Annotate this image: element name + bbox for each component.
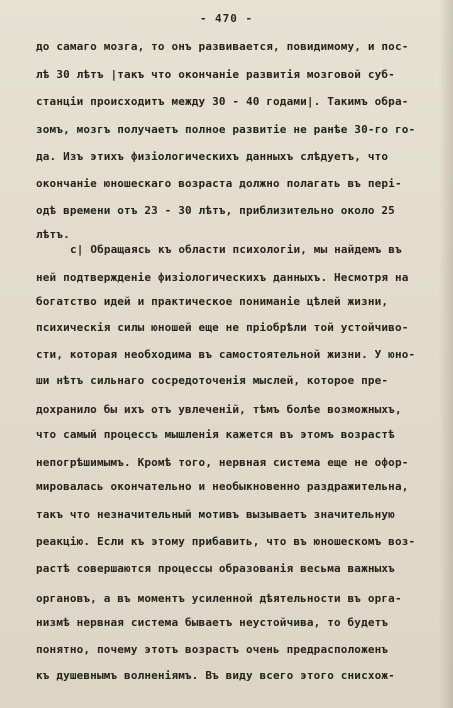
page-edge-shadow <box>439 0 453 708</box>
text-line: растѣ совершаются процессы образованія весьма важныхъ <box>36 562 395 575</box>
text-line: станціи происходитъ между 30 - 40 годами|. Такимъ обра- <box>36 95 409 108</box>
text-line: до самаго мозга, то онъ развивается, повидимому, и пос- <box>36 40 409 53</box>
text-line: да. Изъ этихъ физіологическихъ данныхъ слѣдуетъ, что <box>36 150 389 163</box>
text-line: мировалась окончательно и необыкновенно раздражительна, <box>36 480 409 493</box>
page-number: - 470 - <box>199 12 254 25</box>
text-line: къ душевнымъ волненіямъ. Въ виду всего этого снисхож- <box>36 669 395 682</box>
text-line: что самый процессъ мышленія кажется въ этомъ возрастѣ <box>36 428 395 441</box>
text-line: ши нѣтъ сильнаго сосредоточенія мыслей, которое пре- <box>36 374 389 387</box>
text-line: сти, которая необходима въ самостоятельной жизни. У юно- <box>36 348 416 361</box>
text-line: окончаніе юношескаго возраста должно полагать въ пері- <box>36 177 402 190</box>
text-line: понятно, почему этотъ возрастъ очень предрасположенъ <box>36 643 389 656</box>
text-line: психическія силы юношей еще не пріобрѣли той устойчиво- <box>36 321 409 334</box>
text-line: органовъ, а въ моментъ усиленной дѣятельности въ орга- <box>36 592 402 605</box>
text-line: лѣ 30 лѣтъ |такъ что окончаніе развитія мозговой суб- <box>36 68 395 81</box>
text-line: одѣ времени отъ 23 - 30 лѣтъ, приблизительно около 25 <box>36 204 395 217</box>
text-line: непогрѣшимымъ. Кромѣ того, нервная система еще не офор- <box>36 456 409 469</box>
text-line: реакцію. Если къ этому прибавить, что въ юношескомъ воз- <box>36 535 416 548</box>
text-line: низмѣ нервная система бываетъ неустойчива, то будетъ <box>36 616 389 629</box>
text-line: лѣтъ. <box>36 228 70 241</box>
text-line: богатство идей и практическое пониманіе цѣлей жизни, <box>36 295 389 308</box>
text-line: такъ что незначительный мотивъ вызываетъ значительную <box>36 508 395 521</box>
text-line: зомъ, мозгъ получаетъ полное развитіе не ранѣе 30-го го- <box>36 123 416 136</box>
text-line: с| Обращаясь къ области психологіи, мы найдемъ въ <box>70 243 402 256</box>
text-line: ней подтвержденіе физіологическихъ данныхъ. Несмотря на <box>36 271 409 284</box>
text-line: дохранило бы ихъ отъ увлеченій, тѣмъ болѣе возможныхъ, <box>36 403 402 416</box>
